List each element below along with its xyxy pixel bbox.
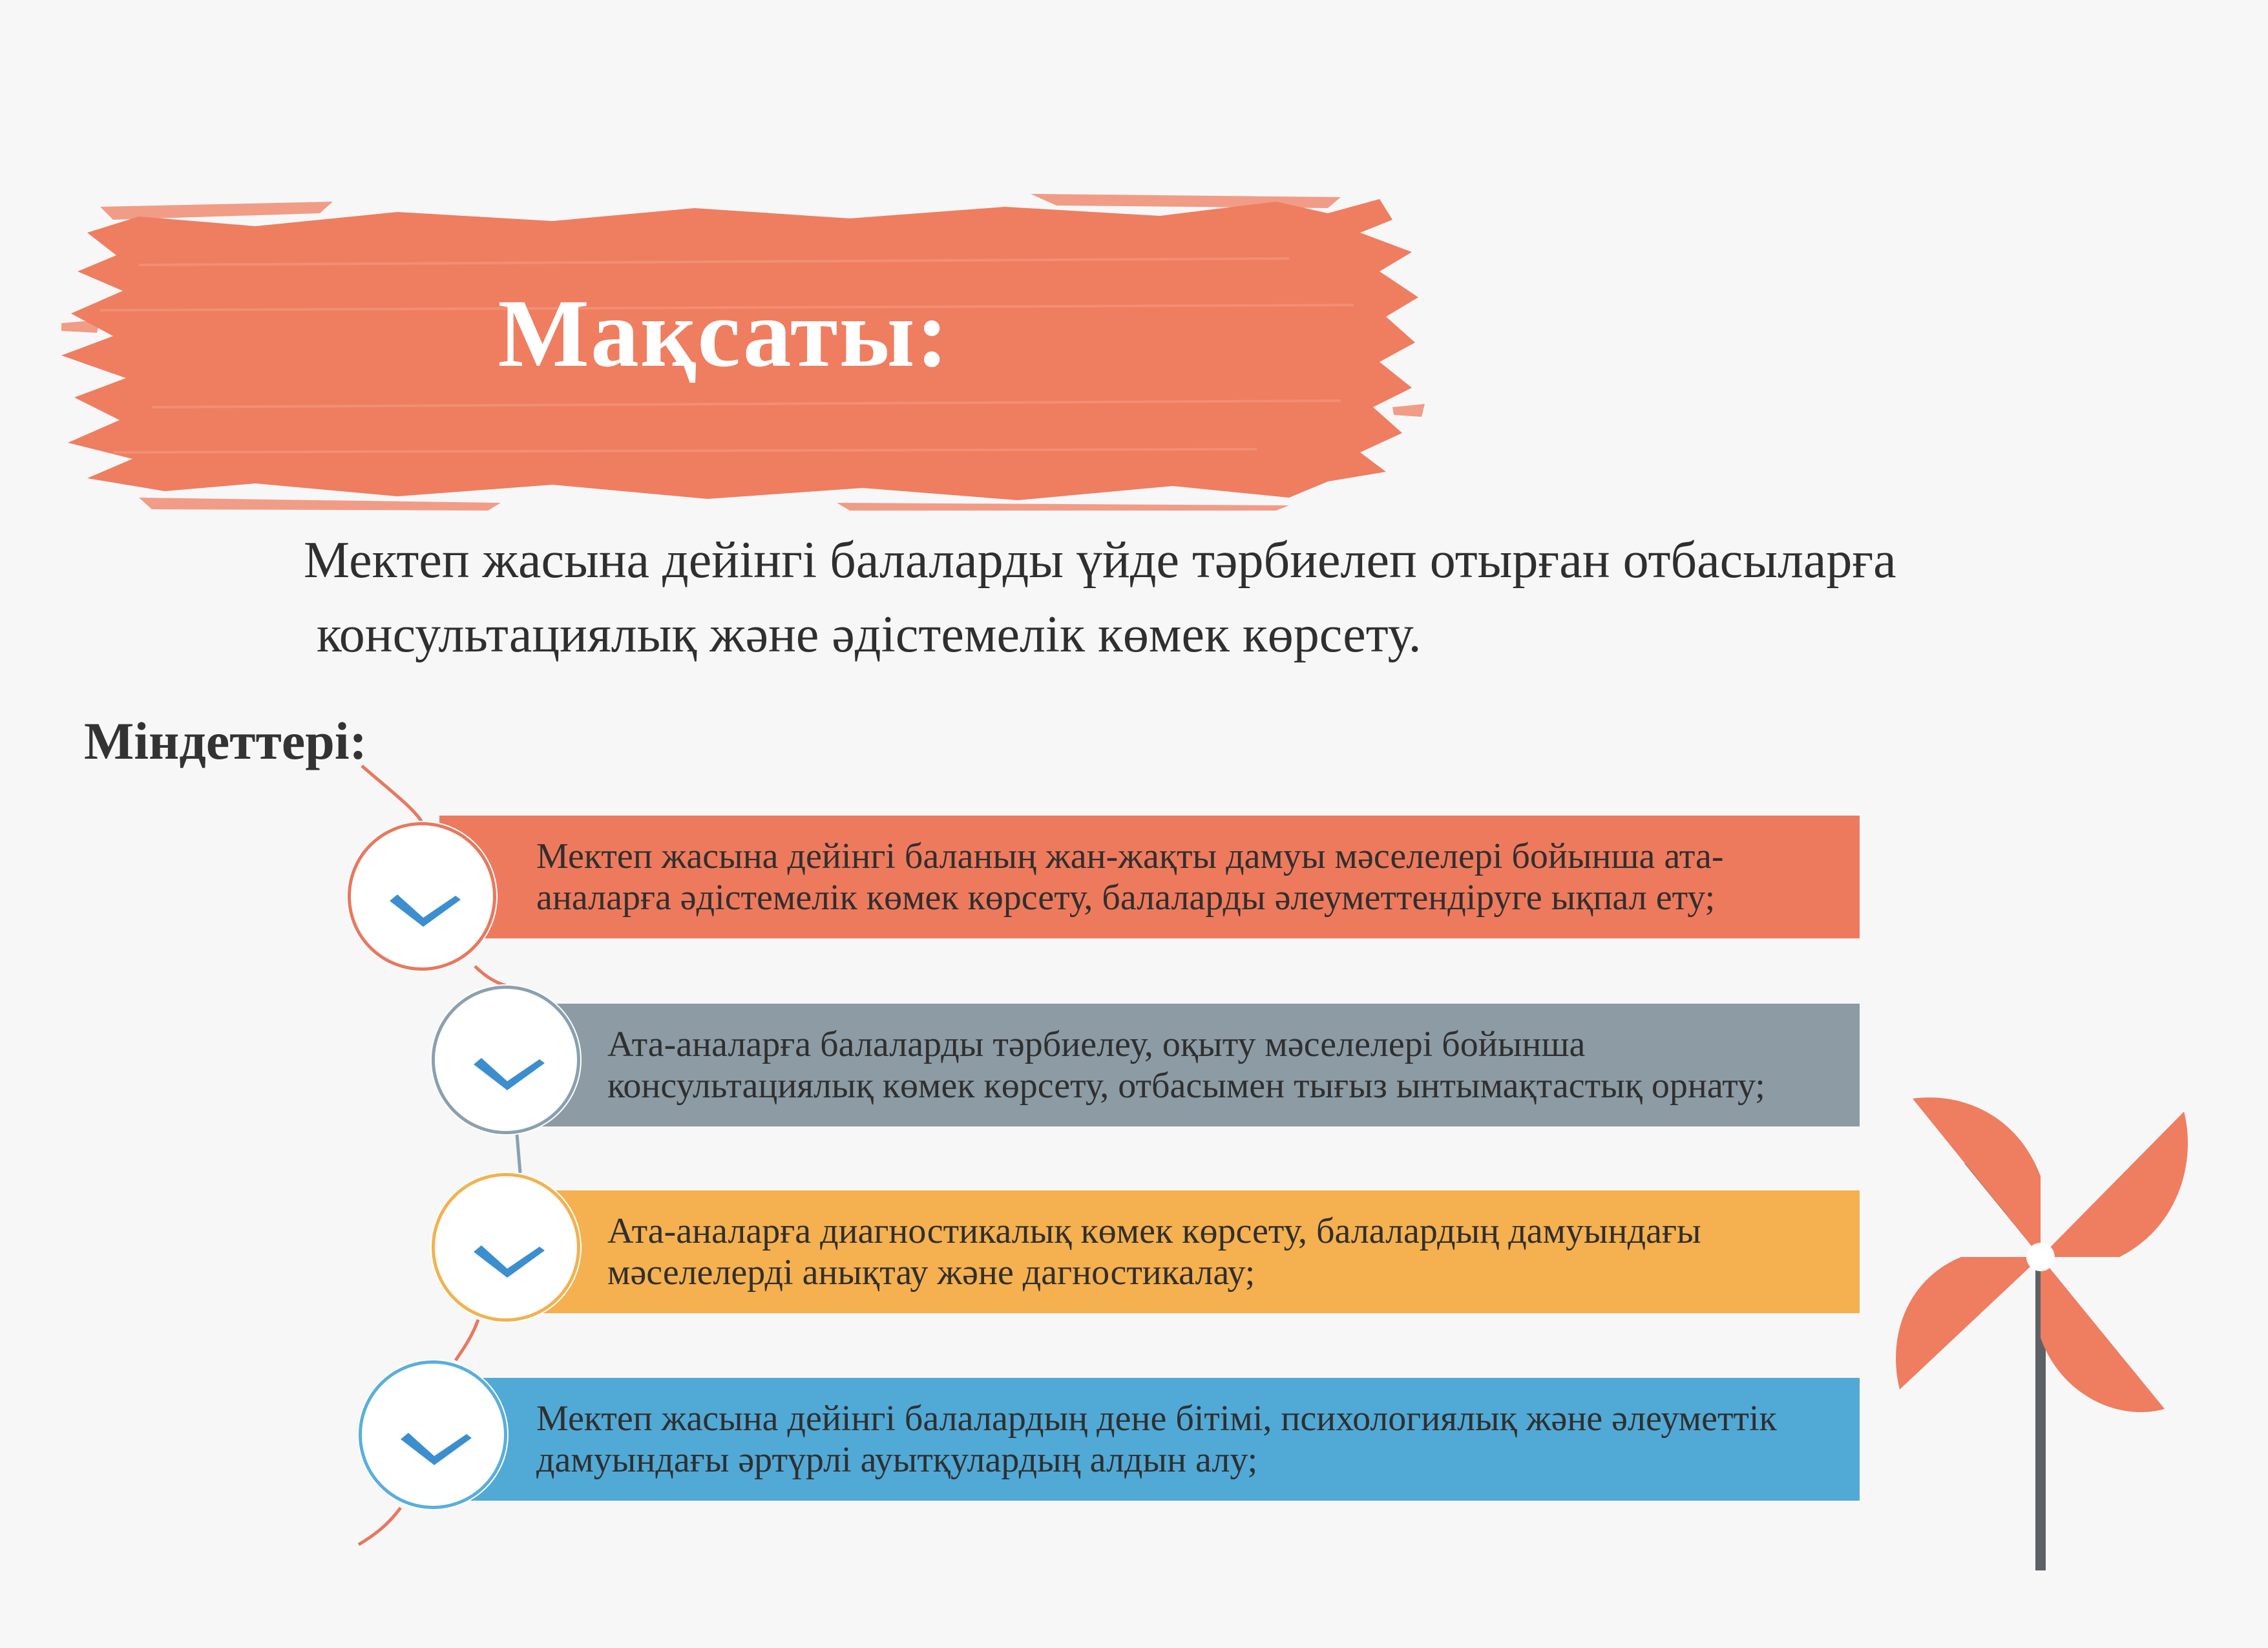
task-1-line-2: аналарға әдістемелік көмек көрсету, балаларды әлеуметтендіруге ықпал ету; — [536, 878, 1716, 918]
goal-description — [304, 523, 2048, 672]
checkmark-icon — [467, 1238, 551, 1289]
task-1-check-circle — [348, 822, 496, 971]
task-4-line-2: дамуындағы әртүрлі ауытқулардың алдын алу; — [536, 1440, 1258, 1480]
task-3-check-circle — [432, 1173, 580, 1322]
task-bar-4 — [439, 1378, 1860, 1501]
pinwheel-icon — [1887, 1086, 2197, 1570]
task-1-line-1: Мектеп жасына дейінгі баланың жан-жақты дамуы мәселелері бойынша ата- — [536, 836, 1724, 876]
task-4-line-1: Мектеп жасына дейінгі балалардың дене бітімі, психологиялық және әлеуметтік — [536, 1399, 1777, 1439]
task-2-line-2: консультациялық көмек көрсету, отбасымен тығыз ынтымақтастық орнату; — [607, 1066, 1765, 1106]
goal-title: Мақсаты: — [498, 280, 950, 387]
tasks-heading: Міндеттері: — [84, 712, 367, 770]
goal-description-line-1: Мектеп жасына дейінгі балаларды үйде тәрбиелеп отырған отбасыларға — [304, 532, 1896, 589]
task-bar-1 — [439, 816, 1860, 938]
task-3-line-1: Ата-аналарға диагностикалық көмек көрсету, балалардың дамуындағы — [607, 1211, 1701, 1251]
checkmark-icon — [383, 887, 467, 938]
task-bar-3 — [523, 1190, 1860, 1313]
checkmark-icon — [467, 1050, 551, 1102]
task-4-check-circle — [359, 1360, 507, 1509]
task-2-check-circle — [432, 986, 580, 1134]
task-3-line-2: мәселелерді анықтау және дагностикалау; — [607, 1252, 1255, 1293]
checkmark-icon — [394, 1425, 478, 1477]
goal-description-line-2: консультациялық және әдістемелік көмек көрсету. — [317, 606, 1422, 663]
task-bar-2 — [523, 1004, 1860, 1126]
task-2-line-1: Ата-аналарға балаларды тәрбиелеу, оқыту мәселелері бойынша — [607, 1024, 1586, 1064]
